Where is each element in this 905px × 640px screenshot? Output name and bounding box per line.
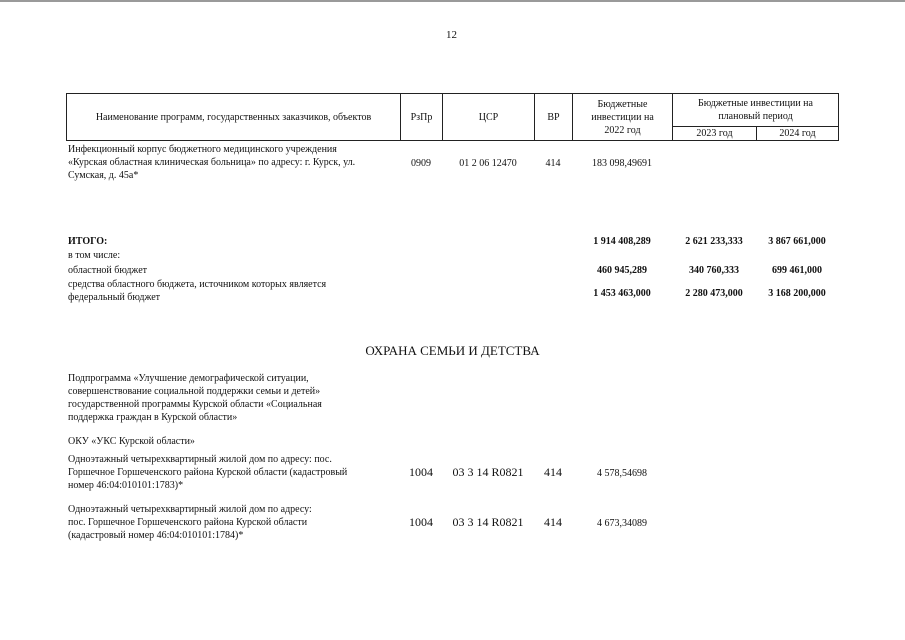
object2-amount-2022: 4 578,54698 [597,468,647,479]
page-number: 12 [446,29,457,41]
customer-name: ОКУ «УКС Курской области» [68,436,195,447]
total-2022: 1 914 408,289 [593,236,651,247]
object2-line1: Одноэтажный четырехквартирный жилой дом по адресу: пос. [68,454,332,465]
object1-csr: 01 2 06 12470 [459,158,517,169]
federal-label [68,278,326,304]
object1-name [68,143,355,182]
object1-line3: Сумская, д. 45а* [68,170,139,181]
object3-name [68,503,312,542]
header-budget-2022-line3: 2022 год [604,124,641,136]
header-csr: ЦСР [443,94,535,141]
header-planned-period [673,94,839,127]
table-header [66,93,839,141]
object2-vr: 414 [544,465,562,479]
object1-line2: «Курская областная клиническая больница» по адресу: г. Курск, ул. [68,157,356,168]
header-budget-2022 [573,94,673,141]
object1-line1: Инфекционный корпус бюджетного медицинского учреждения [68,144,337,155]
header-year-2023: 2023 год [673,127,757,141]
object3-line2: пос. Горшечное Горшеченского района Курской области [68,517,308,528]
header-planned-line2: плановый период [718,111,793,122]
subprogram-text [68,372,322,424]
subprogram-line3: государственной программы Курской области «Социальная [68,399,322,410]
regional-label: областной бюджет [68,265,148,276]
totals-including: в том числе: [68,250,121,261]
object3-line3: (кадастровый номер 46:04:010101:1784)* [68,530,244,541]
federal-2022: 1 453 463,000 [593,288,651,299]
header-year-2024: 2024 год [757,127,839,141]
totals-label: ИТОГО: [68,236,108,247]
header-name-column: Наименование программ, государственных заказчиков, объектов [67,94,401,141]
regional-2022: 460 945,289 [597,265,647,276]
object3-csr: 03 3 14 R0821 [452,515,524,529]
section-title: ОХРАНА СЕМЬИ И ДЕТСТВА [365,343,540,358]
header-rzpr: РзПр [401,94,443,141]
object2-line2: Горшечное Горшеченского района Курской области (кадастровый [68,467,348,478]
subprogram-line2: совершенствование социальной поддержки семьи и детей» [68,386,321,397]
object3-line1: Одноэтажный четырехквартирный жилой дом по адресу: [68,504,312,515]
subprogram-line1: Подпрограмма «Улучшение демографической ситуации, [68,373,309,384]
header-vr: ВР [535,94,573,141]
federal-2024: 3 168 200,000 [768,288,826,299]
regional-2023: 340 760,333 [689,265,739,276]
federal-label-line1: средства областного бюджета, источником которых является [68,279,327,290]
header-budget-2022-line2: инвестиции на [591,111,654,123]
header-planned-line1: Бюджетные инвестиции на [698,98,813,109]
subprogram-line4: поддержка граждан в Курской области» [68,412,238,423]
object2-rzpr: 1004 [409,465,433,479]
regional-2024: 699 461,000 [772,265,822,276]
federal-label-line2: федеральный бюджет [68,292,161,303]
federal-2023: 2 280 473,000 [685,288,743,299]
object3-vr: 414 [544,515,562,529]
top-border-line [0,0,905,2]
total-2024: 3 867 661,000 [768,236,826,247]
object1-vr: 414 [545,158,561,169]
object3-amount-2022: 4 673,34089 [597,518,647,529]
header-budget-2022-line1: Бюджетные [597,98,648,110]
object2-csr: 03 3 14 R0821 [452,465,524,479]
object1-rzpr: 0909 [411,158,431,169]
total-2023: 2 621 233,333 [685,236,743,247]
object3-rzpr: 1004 [409,515,433,529]
object2-line3: номер 46:04:010101:1783)* [68,480,184,491]
object1-amount-2022: 183 098,49691 [592,158,652,169]
object2-name [68,453,347,492]
